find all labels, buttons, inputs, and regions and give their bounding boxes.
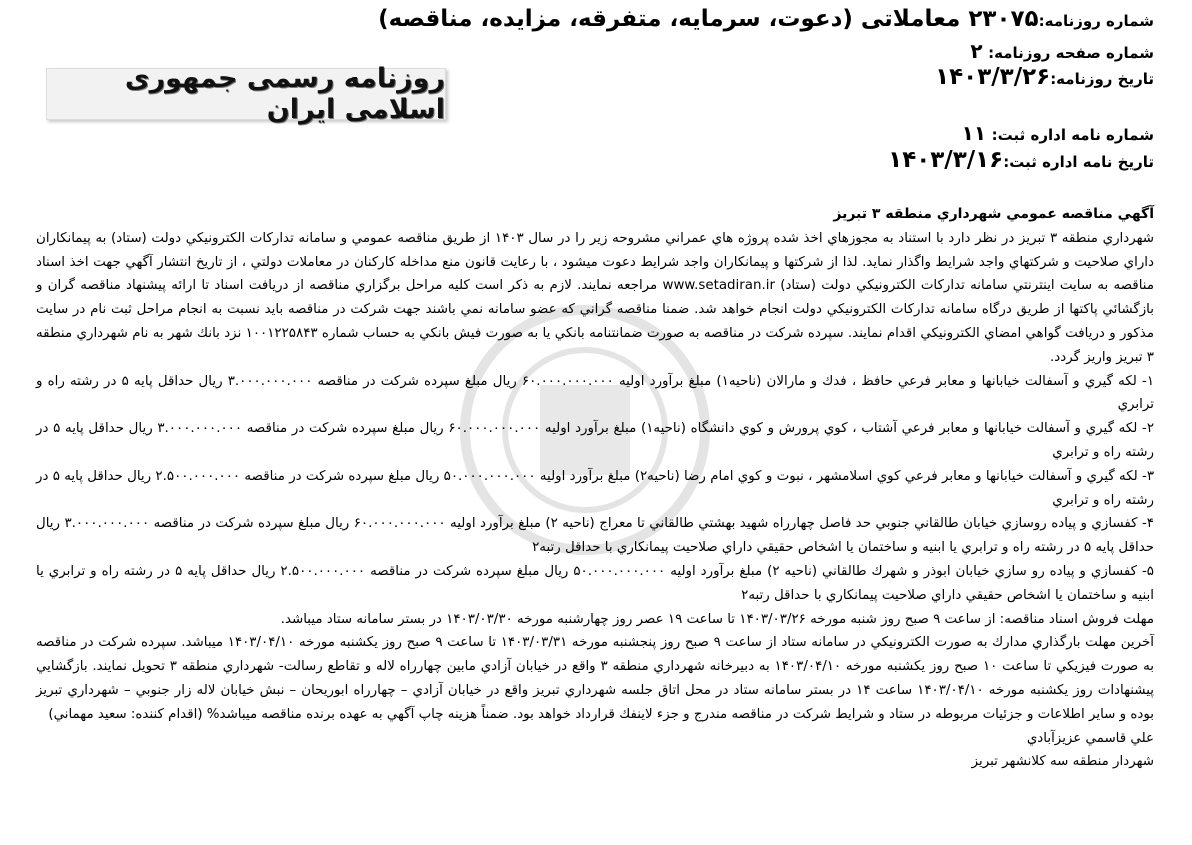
notice-item-3: ۳- لكه گيري و آسفالت خيابانها و معابر فرعي كوي اسلامشهر ، نبوت و كوي امام رضا (ناحيه۲) مبلغ برآورد اوليه ۵۰.۰۰۰.۰۰۰.۰۰۰ ريال مبلغ سپرده شركت در مناقصه ۲.۵۰۰.۰۰۰.۰۰۰ ريال حداقل پايه ۵ در رشته راه و ترابري bbox=[36, 468, 1155, 508]
registry-letter-number-line bbox=[962, 121, 1154, 145]
notice-item-1: ۱- لكه گيري و آسفالت خيابانها و معابر فرعي حافظ ، فدك و مارالان (ناحيه۱) مبلغ برآورد اوليه ۶۰.۰۰۰.۰۰۰.۰۰۰ ريال مبلغ سپرده شركت در مناقصه ۳.۰۰۰.۰۰۰.۰۰۰ ريال حداقل پايه ۵ در رشته راه و ترابري bbox=[36, 373, 1155, 413]
notice-upload-deadline: آخرين مهلت بارگذاري مدارك به صورت الكترونيكي در سامانه ستاد از ساعت ۹ صبح روز پنجشنبه مورخه ۱۴۰۳/۰۳/۳۱ تا ساعت ۹ صبح روز يكشنبه مورخه ۱۴۰۳/۰۴/۱۰ ميباشد. سپرده شركت در مناقصه به صورت فيزيكي تا ساعت ۱۰ صبح روز يكشنبه مورخه ۱۴۰۳/۰۴/۱۰ به دبيرخانه شهرداري منطقه ۳ واقع در خيابان آزادي مابين چهارراه لاله و تقاطع رسالت- شهرداري منطقه ۳ تحويل نمايند. بازگشايي پيشنهادات روز يكشنبه مورخه ۱۴۰۳/۰۴/۱۰ ساعت ۱۴ در بستر سامانه ستاد در محل اتاق جلسه شهرداري تبريز واقع در خيابان آزادي – چهارراه ابوريحان – نبش خيابان لاله زار جنوبي – شهرداري تبريز بوده و ساير اطلاعات و جزئيات مربوطه در ستاد و شرايط شركت در مناقصه مندرج و جزء لاينفك قرارداد خواهد بود. ضمناً هزينه چاپ آگهي به عهده برنده مناقصه ميباشد% (اقدام كننده: سعيد مهماني) bbox=[36, 635, 1155, 722]
issue-number-line bbox=[378, 6, 1154, 32]
tender-notice bbox=[36, 203, 1154, 774]
notice-item-4: ۴- كفسازي و پياده روسازي خيابان طالقاني جنوبي حد فاصل چهارراه شهيد بهشتي طالقاني تا معراج (ناحيه ۲) مبلغ برآورد اوليه ۶۰.۰۰۰.۰۰۰.۰۰۰ ريال مبلغ سپرده شركت در مناقصه ۳.۰۰۰.۰۰۰.۰۰۰ ريال حداقل پايه ۵ در رشته راه و ترابري يا ابنيه و ساختمان يا اشخاص حقيقي داراي صلاحيت پيمانكاري با حداقل رتبه۲ bbox=[36, 516, 1154, 556]
notice-item-2: ۲- لكه گيري و آسفالت خيابانها و معابر فرعي آشتاب ، كوي پرورش و كوي دانشگاه (ناحيه۱) مبلغ برآورد اوليه ۶۰.۰۰۰.۰۰۰.۰۰۰ ريال مبلغ سپرده شركت در مناقصه ۳.۰۰۰.۰۰۰.۰۰۰ ريال حداقل پايه ۵ در رشته راه و ترابري bbox=[36, 421, 1155, 460]
registry-letter-date-line bbox=[888, 147, 1154, 173]
issue-number-label: شماره روزنامه: bbox=[1038, 12, 1154, 30]
registry-letter-date-label: تاریخ نامه اداره ثبت: bbox=[1003, 153, 1154, 171]
newspaper-logo-text: روزنامه رسمی جمهوری اسلامی ایران bbox=[124, 63, 445, 125]
notice-signatory-title: شهردار منطقه سه كلانشهر تبريز bbox=[971, 754, 1154, 770]
newspaper-logo bbox=[46, 63, 446, 125]
registry-letter-number-label: شماره نامه اداره ثبت: bbox=[991, 126, 1154, 144]
registry-letter-number-value: ۱۱ bbox=[961, 121, 987, 145]
notice-sale-deadline: مهلت فروش اسناد مناقصه: از ساعت ۹ صبح روز شنبه مورخه ۱۴۰۳/۰۳/۲۶ تا ساعت ۱۹ عصر روز چهارشنبه مورخه ۱۴۰۳/۰۳/۳۰ در بستر سامانه ستاد ميباشد. bbox=[280, 611, 1154, 627]
notice-intro: شهرداري منطقه ۳ تبريز در نظر دارد با استناد به مجوزهاي اخذ شده پروژه هاي عمراني مشروحه زير را در سال ۱۴۰۳ از طريق مناقصه عمومي و سامانه تداركات الكترونيكي دولت (ستاد) به پيمانكاران داراي صلاحيت و شركتهاي واجد شرايط واگذار نمايد. لذا از شركتها و پيمانكاران واجد شرايط دعوت ميشود ، با رعايت قانون منع مداخله كاركنان در معاملات دولتي ، از تاريخ انتشار آگهي جهت اخذ اسناد مناقصه به سايت اينترنتي سامانه تداركات الكترونيكي دولت (ستاد) www.setadiran.ir مراجعه نمايند. لازم به ذكر است كليه مراحل برگزاري مناقصه از دريافت اسناد تا ارائه پيشنهاد مناقصه گران و بازگشائي پاكتها از طريق درگاه سامانه تداركات الكترونيكي دولت انجام خواهد شد. ضمنا مناقصه گراني كه عضو سامانه نمي باشند جهت شركت در مناقصه بايد نسبت به انجام مراحل ثبت نام در سايت مذكور و دريافت گواهي امضاي الكترونيكي اقدام نمايند. سپرده شركت در مناقصه به صورت ضمانتنامه بانكي يا به صورت فيش بانكي به حساب شماره ۱۰۰۱۲۲۵۸۴۳ نزد بانك شهر به نام شهرداري منطقه ۳ تبريز واريز گردد. bbox=[36, 230, 1155, 365]
newspaper-date-line bbox=[935, 64, 1154, 90]
issue-number-value: ۲۳۰۷۵ معاملاتی (دعوت، سرمایه، متفرقه، مزایده، مناقصه) bbox=[378, 6, 1039, 32]
notice-item-5: ۵- كفسازي و پياده رو سازي خيابان ابوذر و شهرك طالقاني (ناحيه ۲) مبلغ برآورد اوليه ۵۰.۰۰۰.۰۰۰.۰۰۰ ريال مبلغ سپرده شركت در مناقصه ۲.۵۰۰.۰۰۰.۰۰۰ ريال حداقل پايه ۵ در رشته راه و ترابري يا ابنيه و ساختمان يا اشخاص حقيقي داراي صلاحيت پيمانكاري با حداقل رتبه۲ bbox=[36, 563, 1154, 603]
page-number-line bbox=[970, 39, 1154, 63]
notice-signatory-name: علي قاسمي عزيزآبادي bbox=[1026, 730, 1154, 746]
newspaper-date-label: تاریخ روزنامه: bbox=[1050, 70, 1154, 88]
notice-title: آگهي مناقصه عمومي شهرداري منطقه ۳ تبريز bbox=[833, 206, 1154, 222]
newspaper-date-value: ۱۴۰۳/۳/۲۶ bbox=[935, 64, 1051, 90]
registry-letter-date-value: ۱۴۰۳/۳/۱۶ bbox=[888, 147, 1004, 173]
page-number-label: شماره صفحه روزنامه: bbox=[988, 44, 1154, 62]
page-number-value: ۲ bbox=[970, 39, 983, 63]
